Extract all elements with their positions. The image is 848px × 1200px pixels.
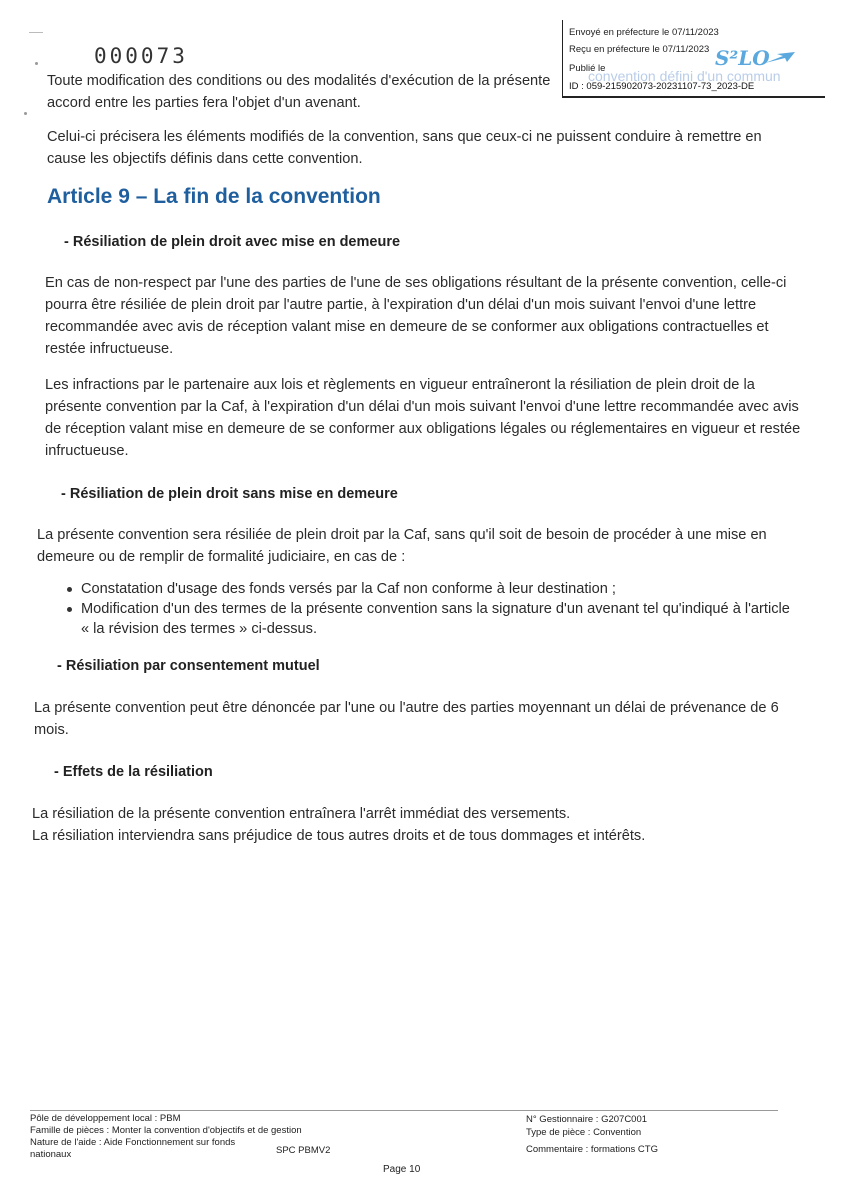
footer-pole: Pôle de développement local : PBM <box>30 1113 181 1124</box>
list-item: Modification d'un des termes de la présente convention sans la signature d'un avenant tel qu'indiqué à l'article « la révision des termes » ci-dessus. <box>66 599 796 639</box>
section-title-without-notice: - Résiliation de plein droit sans mise en demeure <box>61 486 398 502</box>
section-2-bullet-list <box>66 579 796 639</box>
section-4-line-1: La résiliation de la présente convention entraînera l'arrêt immédiat des versements. <box>32 806 571 822</box>
footer-gestionnaire: N° Gestionnaire : G207C001 <box>526 1114 648 1125</box>
intro-line-1: Toute modification des conditions ou des modalités d'exécution de la présente <box>47 73 551 89</box>
footer-spc: SPC PBMV2 <box>276 1145 331 1156</box>
stamp-received-date: Reçu en préfecture le 07/11/2023 <box>569 44 710 55</box>
stamp-published: Publié le <box>569 63 606 74</box>
scan-mark <box>29 32 43 33</box>
page-number: Page 10 <box>383 1164 421 1175</box>
scan-mark <box>35 62 38 65</box>
footer-right <box>526 1113 658 1156</box>
intro-paragraph-2: Celui-ci précisera les éléments modifiés de la convention, sans que ceux-ci ne puissent conduire à remettre en cause les objectifs définis dans cette convention. <box>47 129 762 167</box>
footer-left <box>30 1113 302 1161</box>
slo-logo: S²LO <box>715 46 770 70</box>
section-3-paragraph: La présente convention peut être dénoncée par l'une ou l'autre des parties moyennant un délai de prévenance de 6 mois. <box>34 700 779 738</box>
footer-famille: Famille de pièces : Monter la convention d'objectifs et de gestion <box>30 1125 302 1136</box>
section-title-effects: - Effets de la résiliation <box>54 764 213 780</box>
scan-mark <box>24 112 27 115</box>
section-1-paragraph-2: Les infractions par le partenaire aux lois et règlements en vigueur entraîneront la résiliation de plein droit de la présente convention par la Caf, à l'expiration d'un délai d'un mois suivant l'envoi d'une lettre recommandée avec avis de réception valant mise en demeure de se conformer aux obligations légales ou réglementaires en vigueur et restée infructueuse. <box>45 377 801 459</box>
article-title: Article 9 – La fin de la convention <box>47 185 381 208</box>
stamp-sent-date: Envoyé en préfecture le 07/11/2023 <box>569 27 719 38</box>
stamp-id: ID : 059-215902073-20231107-73_2023-DE <box>569 81 755 92</box>
list-item: Constatation d'usage des fonds versés par la Caf non conforme à leur destination ; <box>66 579 796 599</box>
prefecture-stamp <box>562 20 825 98</box>
footer-type: Type de pièce : Convention <box>526 1127 642 1138</box>
intro-line-2: accord entre les parties fera l'objet d'un avenant. <box>47 95 361 111</box>
slo-arrow-icon <box>763 50 797 68</box>
document-number: 000073 <box>94 44 188 68</box>
footer-nature-cont: nationaux <box>30 1149 72 1160</box>
section-title-with-notice: - Résiliation de plein droit avec mise en demeure <box>64 234 401 250</box>
section-1-paragraph-1: En cas de non-respect par l'une des parties de l'une de ses obligations résultant de la présente convention, celle-ci pourra être résiliée de plein droit par l'autre partie, à l'expiration d'un délai d'un mois suivant l'envoi d'une lettre recommandée avec avis de réception valant mise en demeure de se conformer aux obligations contractuelles et restée infructueuse. <box>45 275 787 357</box>
section-2-paragraph: La présente convention sera résiliée de plein droit par la Caf, sans qu'il soit de besoin de procéder à une mise en demeure ou de remplir de formalité judiciaire, en cas de : <box>37 527 767 565</box>
footer-rule <box>30 1110 778 1111</box>
footer-nature: Nature de l'aide : Aide Fonctionnement sur fonds <box>30 1137 236 1148</box>
ghost-watermark-text: convention défini d'un commun <box>588 68 781 84</box>
section-title-mutual-consent: - Résiliation par consentement mutuel <box>57 658 320 674</box>
section-4-line-2: La résiliation interviendra sans préjudice de tous autres droits et de tous dommages et intérêts. <box>32 828 646 844</box>
footer-commentaire: Commentaire : formations CTG <box>526 1144 658 1155</box>
